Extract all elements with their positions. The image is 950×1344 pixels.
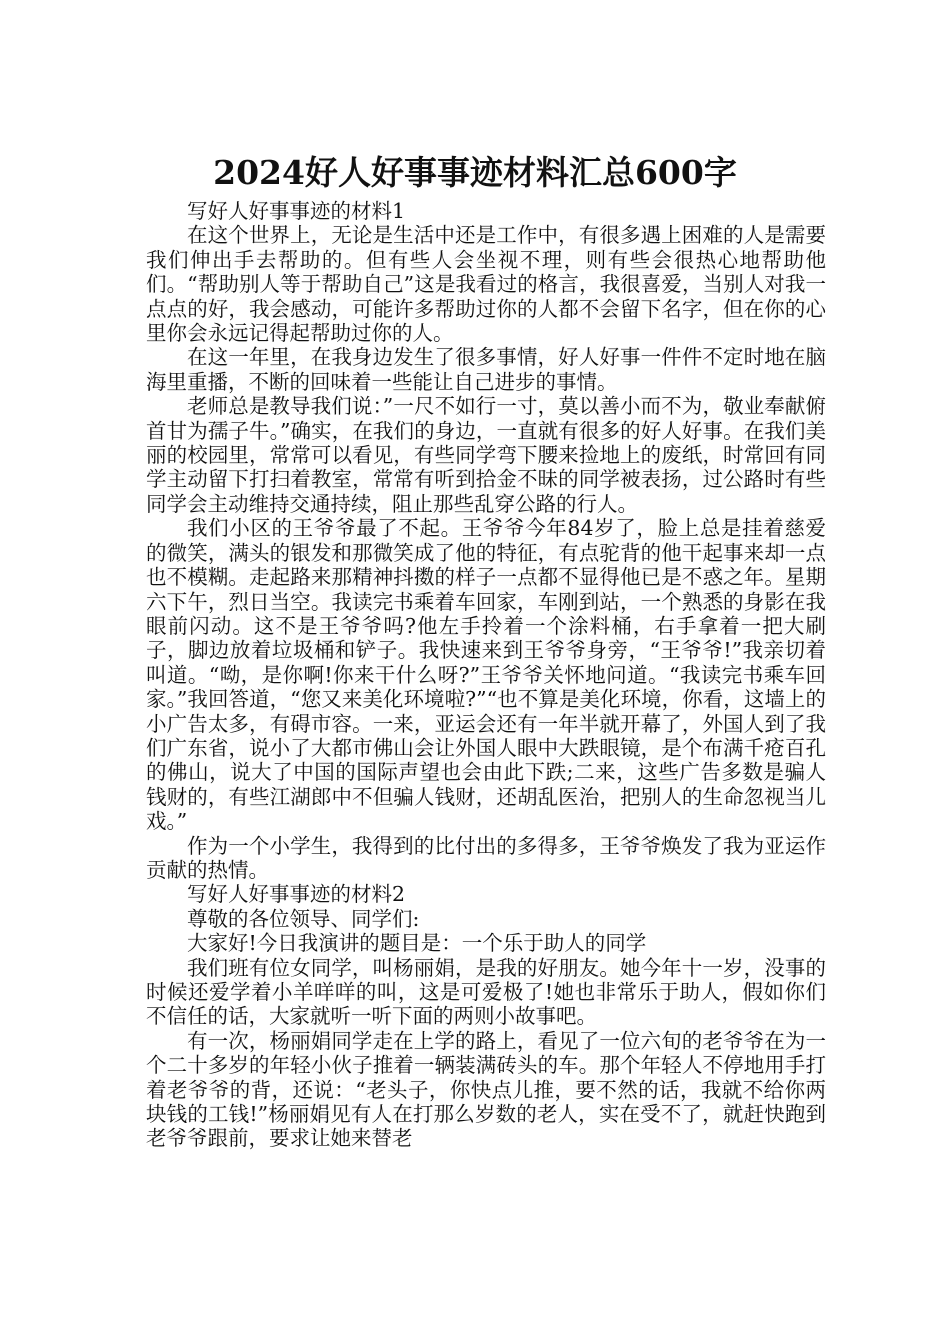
paragraph: 写好人好事事迹的材料1 — [187, 199, 406, 223]
paragraph: 作为一个小学生，我得到的比付出的多得多，王爷爷焕发了我为亚运作贡献的热情。 — [146, 833, 826, 882]
paragraph: 在这个世界上，无论是生活中还是工作中，有很多遇上困难的人是需要我们伸出手去帮助的。但有些人会坐视不理，则有些会很热心地帮助他们。“帮助别人等于帮助自己”这是我看过的格言，我很喜爱，当别人对我一点点的好，我会感动，可能许多帮助过你的人都不会留下名字，但在你的心里你会永远记得起帮助过你的人。 — [146, 223, 826, 346]
document-title: 2024好人好事事迹材料汇总600字 — [213, 153, 737, 193]
paragraph: 有一次，杨丽娟同学走在上学的路上，看见了一位六旬的老爷爷在为一个二十多岁的年轻小伙子推着一辆装满砖头的车。那个年轻人不停地用手打着老爷爷的背，还说：“老头子，你快点儿推，要不然的话，我就不给你两块钱的工钱!”杨丽娟见有人在打那么岁数的老人，实在受不了，就赶快跑到老爷爷跟前，要求让她来替老 — [146, 1028, 826, 1151]
paragraph: 老师总是教导我们说：”一尺不如行一寸，莫以善小而不为，敬业奉献俯首甘为孺子牛。”确实，在我们的身边，一直就有很多的好人好事。在我们美丽的校园里，常常可以看见，有些同学弯下腰来捡地上的废纸，时常回有同学主动留下打扫着教室，常常有听到拾金不昧的同学被表扬，过公路时有些同学会主动维持交通持续，阻止那些乱穿公路的行人。 — [146, 394, 826, 516]
paragraph: 写好人好事事迹的材料2 — [187, 882, 406, 907]
paragraph: 我们小区的王爷爷最了不起。王爷爷今年84岁了，脸上总是挂着慈爱的微笑，满头的银发和那微笑成了他的特征，有点驼背的他干起事来却一点也不模糊。走起路来那精神抖擞的样子一点都不显得他已是不惑之年。星期六下午，烈日当空。我读完书乘着车回家，车刚到站，一个熟悉的身影在我眼前闪动。这不是王爷爷吗?他左手拎着一个涂料桶，右手拿着一把大刷子，脚边放着垃圾桶和铲子。我快速来到王爷爷身旁，“王爷爷!”我亲切着叫道。“呦，是你啊!你来干什么呀?”王爷爷关怀地问道。“我读完书乘车回家。”我回答道，“您又来美化环境啦?”“也不算是美化环境，你看，这墙上的小广告太多，有碍市容。一来，亚运会还有一年半就开幕了，外国人到了我们广东省，说小了大都市佛山会让外国人眼中大跌眼镜，是个布满千疮百孔的佛山，说大了中国的国际声望也会由此下跌;二来，这些广告多数是骗人钱财的，有些江湖郎中不但骗人钱财，还胡乱医治，把别人的生命忽视当儿戏。” — [146, 516, 826, 834]
document-body — [146, 199, 826, 1151]
paragraph: 在这一年里，在我身边发生了很多事情，好人好事一件件不定时地在脑海里重播，不断的回味着一些能让自己进步的事情。 — [146, 345, 826, 394]
paragraph: 我们班有位女同学，叫杨丽娟，是我的好朋友。她今年十一岁，没事的时候还爱学着小羊咩咩的叫，这是可爱极了!她也非常乐于助人，假如你们不信任的话，大家就听一听下面的两则小故事吧。 — [146, 955, 826, 1029]
paragraph: 尊敬的各位领导、同学们: — [187, 906, 420, 931]
paragraph: 大家好!今日我演讲的题目是：一个乐于助人的同学 — [187, 931, 647, 956]
